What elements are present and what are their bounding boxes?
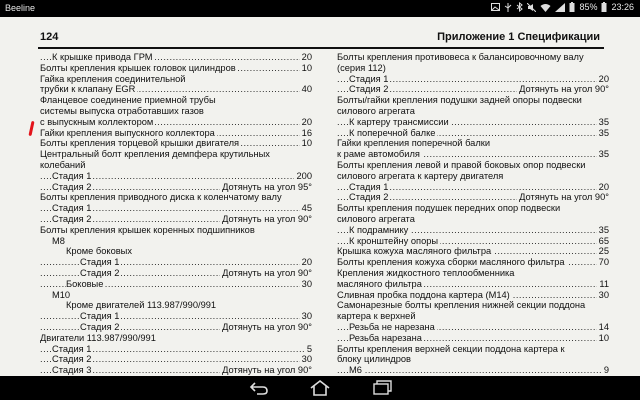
spec-row xyxy=(337,257,609,268)
spec-row xyxy=(337,203,609,214)
red-annotation-mark xyxy=(28,121,34,136)
image-icon xyxy=(491,3,500,11)
spec-label: Резьба не нарезана xyxy=(349,321,435,332)
spec-value: 30 xyxy=(301,311,312,322)
spec-label: Стадия 3 xyxy=(52,365,92,376)
spec-value: Дотянуть на угол 90° xyxy=(222,267,312,278)
spec-label: Стадия 2 xyxy=(349,84,389,95)
spec-label: масляного фильтра xyxy=(337,278,422,289)
spec-label: Стадия 1 xyxy=(80,257,120,268)
spec-row xyxy=(337,106,609,117)
spec-row xyxy=(40,52,312,63)
spec-label: картера к верхней xyxy=(337,311,416,322)
spec-value: 9 xyxy=(603,365,609,376)
spec-value: 14 xyxy=(598,321,609,332)
spec-label: Стадия 2 xyxy=(349,192,389,203)
spec-row xyxy=(337,290,609,301)
spec-label: силового агрегата xyxy=(337,213,415,224)
spec-label: Болты крепления торцевой крышки двигателя xyxy=(40,138,240,149)
spec-value: 200 xyxy=(296,170,312,181)
spec-label: Боковые xyxy=(66,278,104,289)
spec-label: Стадия 1 xyxy=(349,181,389,192)
spec-label: Болты крепления верхней секции поддона картера к xyxy=(337,343,565,354)
spec-row xyxy=(40,225,312,236)
spec-label: Резьба нарезана xyxy=(349,332,422,343)
status-bar xyxy=(0,0,640,17)
spec-label: Стадия 2 xyxy=(52,181,92,192)
right-column xyxy=(337,52,609,376)
spec-row xyxy=(40,322,312,333)
spec-label: Крепления жидкостного теплообменника xyxy=(337,267,515,278)
spec-row xyxy=(337,192,609,203)
spec-value: 20 xyxy=(301,257,312,268)
spec-row xyxy=(40,106,312,117)
spec-row xyxy=(337,52,609,63)
spec-row xyxy=(40,311,312,322)
spec-row xyxy=(337,95,609,106)
spec-label: Центральный болт крепления демпфера крутильных xyxy=(40,149,270,160)
spec-row xyxy=(40,257,312,268)
spec-value: 35 xyxy=(598,149,609,160)
spec-row xyxy=(40,160,312,171)
header-divider xyxy=(38,47,604,49)
spec-label: Болты/гайки крепления подушки задней опоры подвески xyxy=(337,95,582,106)
spec-label: Кроме двигателей 113.987/990/991 xyxy=(66,300,217,311)
spec-row xyxy=(40,171,312,182)
spec-row xyxy=(337,311,609,322)
battery-icon xyxy=(601,2,607,12)
spec-label: Стадия 1 xyxy=(52,343,92,354)
spec-label: Стадия 2 xyxy=(52,213,92,224)
spec-label: Стадия 1 xyxy=(52,170,92,181)
spec-row xyxy=(40,192,312,203)
spec-value: 10 xyxy=(301,62,312,73)
spec-label: К кронштейну опоры xyxy=(349,235,439,246)
spec-label: Сливная пробка поддона картера (M14) xyxy=(337,289,510,300)
navigation-bar xyxy=(0,376,640,400)
spec-row xyxy=(40,214,312,225)
usb-icon xyxy=(504,3,512,12)
home-icon[interactable] xyxy=(308,380,332,396)
spec-label: Болты крепления противовеса к балансировочному валу xyxy=(337,52,584,62)
mute-icon xyxy=(527,3,536,12)
recent-apps-icon[interactable] xyxy=(370,380,394,396)
spec-label: (серия 112) xyxy=(337,62,386,73)
spec-row xyxy=(337,171,609,182)
spec-label: Болты крепления кожуха сборки масляного фильтра xyxy=(337,257,565,268)
spec-row xyxy=(337,182,609,193)
spec-label: Гайка крепления соединительной xyxy=(40,73,186,84)
spec-value: 30 xyxy=(301,278,312,289)
spec-label: Двигатели 113.987/990/991 xyxy=(40,332,156,343)
spec-row xyxy=(40,149,312,160)
spec-label: колебаний xyxy=(40,159,86,170)
spec-label: К поперечной балке xyxy=(349,127,436,138)
spec-row xyxy=(40,246,312,257)
clock: 23:26 xyxy=(611,2,634,12)
spec-row xyxy=(40,300,312,311)
spec-value: 10 xyxy=(598,332,609,343)
spec-label: К картеру трансмиссии xyxy=(349,116,449,127)
spec-row xyxy=(40,236,312,247)
spec-value: 5 xyxy=(306,343,312,354)
carrier-name: Beeline xyxy=(5,3,36,13)
spec-row xyxy=(337,128,609,139)
back-icon[interactable] xyxy=(247,380,271,396)
spec-row xyxy=(337,354,609,365)
spec-label: трубки к клапану EGR xyxy=(40,84,136,95)
spec-value: 35 xyxy=(598,224,609,235)
spec-label: Стадия 2 xyxy=(52,354,92,365)
spec-row xyxy=(337,246,609,257)
spec-row xyxy=(337,225,609,236)
spec-row xyxy=(40,365,312,376)
spec-label: системы выпуска отработавших газов xyxy=(40,105,204,116)
spec-row xyxy=(40,84,312,95)
spec-label: силового агрегата xyxy=(337,105,415,116)
spec-row xyxy=(40,279,312,290)
status-icons xyxy=(491,2,634,12)
spec-value: 65 xyxy=(598,235,609,246)
spec-row xyxy=(40,354,312,365)
spec-label: Крышка кожуха масляного фильтра xyxy=(337,246,492,257)
spec-row xyxy=(40,128,312,139)
spec-row xyxy=(337,84,609,95)
spec-row xyxy=(337,117,609,128)
left-column xyxy=(40,52,312,376)
spec-value: 20 xyxy=(598,73,609,84)
battery-percent: 85% xyxy=(579,2,598,12)
spec-label: Гайки крепления выпускного коллектора xyxy=(40,127,215,138)
spec-label: M6 xyxy=(349,365,362,376)
spec-row xyxy=(337,365,609,376)
spec-row xyxy=(337,322,609,333)
spec-label: К крышке привода ГРМ xyxy=(52,52,153,62)
spec-value: 35 xyxy=(598,127,609,138)
spec-row xyxy=(337,344,609,355)
spec-label: К подрамнику xyxy=(349,224,409,235)
spec-row xyxy=(337,160,609,171)
spec-row xyxy=(40,203,312,214)
spec-label: M10 xyxy=(52,289,71,300)
spec-row xyxy=(40,290,312,301)
spec-value: Дотянуть на угол 90° xyxy=(222,321,312,332)
spec-value: Дотянуть на угол 90° xyxy=(222,365,312,376)
spec-label: Болты крепления левой и правой боковых опор подвески xyxy=(337,159,586,170)
spec-row xyxy=(40,344,312,355)
spec-value: 70 xyxy=(598,257,609,268)
spec-label: с выпускным коллектором xyxy=(40,116,154,127)
spec-row xyxy=(337,138,609,149)
spec-row xyxy=(337,279,609,290)
spec-row xyxy=(337,214,609,225)
spec-value: 30 xyxy=(598,289,609,300)
spec-value: Дотянуть на угол 95° xyxy=(222,181,312,192)
spec-value: 10 xyxy=(301,138,312,149)
spec-value: 40 xyxy=(301,84,312,95)
spec-value: 16 xyxy=(301,127,312,138)
spec-row xyxy=(40,268,312,279)
spec-label: Гайки крепления поперечной балки xyxy=(337,138,491,149)
spec-row xyxy=(40,95,312,106)
spec-row xyxy=(337,300,609,311)
bluetooth-icon xyxy=(516,2,523,12)
spec-label: M8 xyxy=(52,235,65,246)
spec-value: 20 xyxy=(301,116,312,127)
spec-label: Стадия 1 xyxy=(80,311,120,322)
spec-row xyxy=(337,74,609,85)
page-number: 124 xyxy=(40,31,59,43)
spec-label: силового агрегата к картеру двигателя xyxy=(337,170,504,181)
spec-row xyxy=(337,333,609,344)
spec-row xyxy=(337,268,609,279)
spec-label: Стадия 2 xyxy=(80,321,120,332)
page-title: Приложение 1 Спецификации xyxy=(437,31,600,43)
spec-label: Самонарезные болты крепления нижней секции поддона xyxy=(337,300,586,311)
spec-label: Фланцевое соединение приемной трубы xyxy=(40,95,216,106)
battery-icon xyxy=(569,2,575,12)
spec-row xyxy=(40,333,312,344)
spec-label: Болты крепления крышек головок цилиндров xyxy=(40,62,236,73)
spec-label: Болты крепления подушек передних опор подвески xyxy=(337,203,561,214)
spec-label: Стадия 1 xyxy=(52,203,92,214)
spec-value: 45 xyxy=(301,203,312,214)
spec-row xyxy=(40,182,312,193)
spec-row xyxy=(337,63,609,74)
spec-label: Кроме боковых xyxy=(66,246,133,257)
spec-label: Болты крепления крышек коренных подшипников xyxy=(40,224,255,235)
spec-value: 30 xyxy=(301,354,312,365)
spec-row xyxy=(40,117,312,128)
spec-label: Болты крепления приводного диска к коленчатому валу xyxy=(40,192,282,203)
spec-value: Дотянуть на угол 90° xyxy=(222,213,312,224)
spec-label: Стадия 2 xyxy=(80,267,120,278)
document-page[interactable] xyxy=(0,17,640,376)
spec-value: 20 xyxy=(301,52,312,62)
spec-value: 35 xyxy=(598,116,609,127)
spec-label: Стадия 1 xyxy=(349,73,389,84)
spec-row xyxy=(337,149,609,160)
spec-value: 20 xyxy=(598,181,609,192)
spec-row xyxy=(40,74,312,85)
wifi-icon xyxy=(540,3,551,12)
spec-value: 25 xyxy=(598,246,609,257)
spec-label: блоку цилиндров xyxy=(337,354,411,365)
spec-value: 11 xyxy=(599,278,609,289)
spec-value: Дотянуть на угол 90° xyxy=(519,192,609,203)
spec-row xyxy=(337,236,609,247)
spec-row xyxy=(40,138,312,149)
spec-label: к раме автомобиля xyxy=(337,149,420,160)
page-header xyxy=(40,31,600,47)
signal-icon xyxy=(555,3,565,12)
spec-value: Дотянуть на угол 90° xyxy=(519,84,609,95)
spec-row xyxy=(40,63,312,74)
